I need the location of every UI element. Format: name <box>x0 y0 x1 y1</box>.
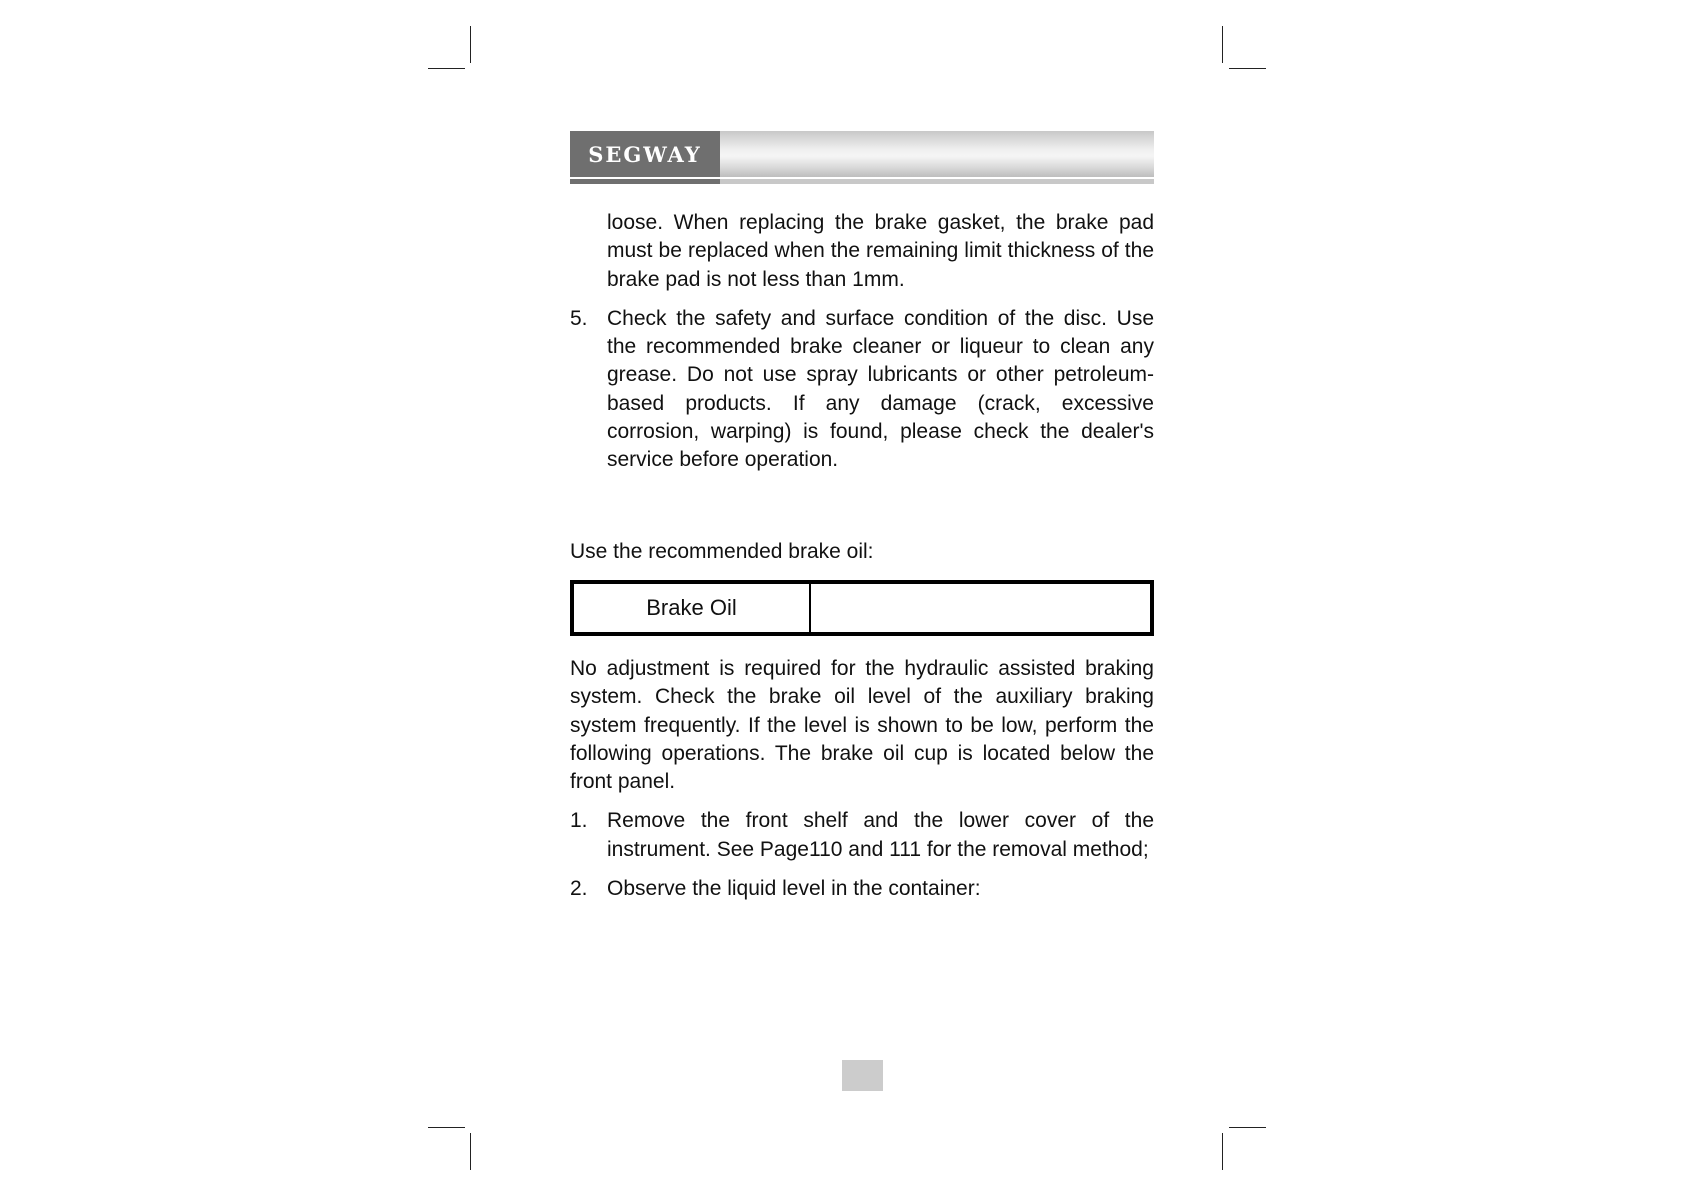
list-text: Observe the liquid level in the container: <box>607 877 981 901</box>
list-number: 2. <box>570 877 588 901</box>
brake-oil-label: Brake Oil <box>574 584 811 632</box>
logo-text: SEGWAY <box>588 141 702 167</box>
crop-mark <box>1229 1127 1266 1128</box>
crop-mark <box>1229 68 1266 69</box>
header-rule <box>570 179 720 184</box>
crop-mark <box>470 1133 471 1170</box>
list-item <box>570 305 1154 475</box>
page-content <box>570 209 1154 903</box>
brake-oil-table <box>570 580 1154 636</box>
list-number: 5. <box>570 306 588 330</box>
crop-mark <box>470 26 471 63</box>
adjustment-paragraph: No adjustment is required for the hydraulic assisted braking system. Check the brake oil level of the auxiliary braking system frequently. If the level is shown to be low, perform the following operations. The brake oil cup is located below the front panel. <box>570 656 1154 794</box>
crop-mark <box>428 1127 465 1128</box>
brake-oil-value <box>811 584 1150 632</box>
list-text: Check the safety and surface condition of the disc. Use the recommended brake cleaner or liqueur to clean any grease. Do not use spray lubricants or other petroleum-based products. If any damage (crack, excessive corrosion, warping) is found, please check the dealer's service before operation. <box>607 306 1154 472</box>
list-item <box>570 807 1154 864</box>
page-number-tab <box>842 1060 883 1091</box>
header-rule <box>720 179 1154 184</box>
crop-mark <box>1222 26 1223 63</box>
page-header <box>570 131 1154 184</box>
spacer <box>570 475 1154 538</box>
list-number: 1. <box>570 809 588 833</box>
crop-mark <box>428 68 465 69</box>
list-item <box>570 875 1154 903</box>
header-band <box>720 131 1154 177</box>
brake-oil-intro: Use the recommended brake oil: <box>570 539 874 563</box>
list-text: Remove the front shelf and the lower cover of the instrument. See Page110 and 111 for the removal method; <box>607 809 1154 861</box>
segway-logo <box>570 131 720 177</box>
crop-mark <box>1222 1133 1223 1170</box>
continuation-paragraph: loose. When replacing the brake gasket, the brake pad must be replaced when the remaining limit thickness of the brake pad is not less than 1mm. <box>607 211 1154 291</box>
